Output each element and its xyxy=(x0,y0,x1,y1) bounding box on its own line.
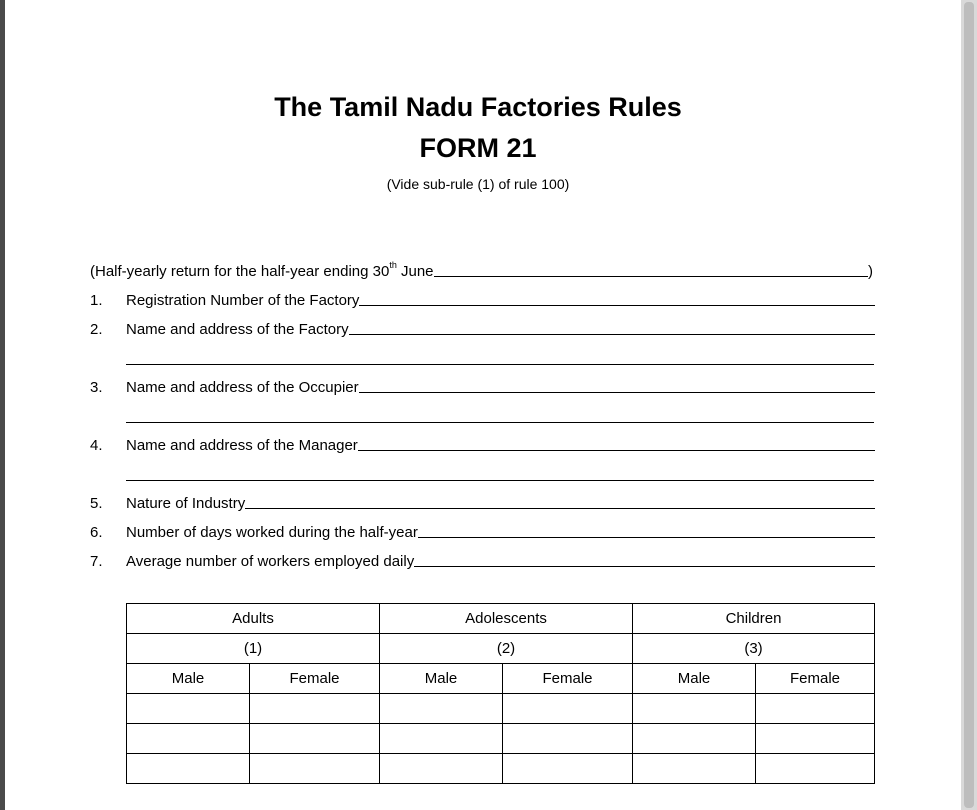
occupier-address-blank[interactable] xyxy=(359,392,875,393)
scrollbar-thumb[interactable] xyxy=(964,2,974,808)
document-page xyxy=(5,0,961,810)
item-number: 5. xyxy=(90,495,103,512)
item-row xyxy=(90,550,875,570)
item-number: 3. xyxy=(90,379,103,396)
table-cell[interactable] xyxy=(503,724,633,754)
subheader-male: Male xyxy=(380,664,503,694)
table-cell[interactable] xyxy=(250,754,380,784)
table-cell[interactable] xyxy=(503,754,633,784)
average-workers-blank[interactable] xyxy=(414,566,875,567)
group-number: (2) xyxy=(380,634,633,664)
table-cell[interactable] xyxy=(250,724,380,754)
item-label: Name and address of the Occupier xyxy=(126,379,359,396)
item-label: Name and address of the Factory xyxy=(126,321,349,338)
table-cell[interactable] xyxy=(127,754,250,784)
half-year-blank[interactable] xyxy=(434,276,868,277)
table-cell[interactable] xyxy=(250,694,380,724)
item-number: 6. xyxy=(90,524,103,541)
item-row xyxy=(90,318,875,338)
half-year-return-line xyxy=(90,260,873,280)
table-cell[interactable] xyxy=(380,754,503,784)
item-row xyxy=(90,289,875,309)
table-cell[interactable] xyxy=(380,694,503,724)
table-cell[interactable] xyxy=(127,694,250,724)
days-worked-blank[interactable] xyxy=(418,537,875,538)
subheader-male: Male xyxy=(127,664,250,694)
return-prefix: (Half-yearly return for the half-year ending 30 xyxy=(90,263,390,280)
table-cell[interactable] xyxy=(503,694,633,724)
form-name: FORM 21 xyxy=(419,133,537,163)
item-label: Number of days worked during the half-year xyxy=(126,524,418,541)
table-row xyxy=(127,754,875,784)
table-subheader-row xyxy=(127,664,875,694)
factory-address-blank-2[interactable] xyxy=(126,364,874,365)
form-subtitle: (Vide sub-rule (1) of rule 100) xyxy=(386,176,570,192)
item-number: 4. xyxy=(90,437,103,454)
table-cell[interactable] xyxy=(633,724,756,754)
header-adults: Adults xyxy=(127,604,380,634)
item-label: Name and address of the Manager xyxy=(126,437,358,454)
occupier-address-blank-2[interactable] xyxy=(126,422,874,423)
header-adolescents: Adolescents xyxy=(380,604,633,634)
return-close: ) xyxy=(868,263,873,280)
registration-number-blank[interactable] xyxy=(359,305,875,306)
item-number: 2. xyxy=(90,321,103,338)
table-cell[interactable] xyxy=(756,724,875,754)
workers-table xyxy=(126,603,875,784)
subheader-female: Female xyxy=(756,664,875,694)
table-cell[interactable] xyxy=(633,754,756,784)
nature-of-industry-blank[interactable] xyxy=(245,508,875,509)
table-header-row xyxy=(127,604,875,634)
item-row xyxy=(90,492,875,512)
group-number: (1) xyxy=(127,634,380,664)
item-number: 1. xyxy=(90,292,103,309)
item-number: 7. xyxy=(90,553,103,570)
header-children: Children xyxy=(633,604,875,634)
manager-address-blank-2[interactable] xyxy=(126,480,874,481)
item-label: Registration Number of the Factory xyxy=(126,292,360,309)
item-label: Average number of workers employed daily xyxy=(126,553,415,570)
item-row xyxy=(90,521,875,541)
table-row xyxy=(127,724,875,754)
subheader-female: Female xyxy=(250,664,380,694)
vertical-scrollbar[interactable] xyxy=(961,0,977,810)
group-number: (3) xyxy=(633,634,875,664)
subheader-male: Male xyxy=(633,664,756,694)
table-row xyxy=(127,694,875,724)
item-row xyxy=(90,376,875,396)
table-cell[interactable] xyxy=(756,754,875,784)
table-cell[interactable] xyxy=(633,694,756,724)
manager-address-blank[interactable] xyxy=(358,450,875,451)
document-title: The Tamil Nadu Factories Rules xyxy=(274,92,682,122)
factory-address-blank[interactable] xyxy=(349,334,875,335)
return-suffix: June xyxy=(396,263,434,280)
table-cell[interactable] xyxy=(756,694,875,724)
table-cell[interactable] xyxy=(380,724,503,754)
item-row xyxy=(90,434,875,454)
return-sup: th xyxy=(389,260,397,270)
subheader-female: Female xyxy=(503,664,633,694)
table-number-row xyxy=(127,634,875,664)
item-label: Nature of Industry xyxy=(126,495,246,512)
table-cell[interactable] xyxy=(127,724,250,754)
